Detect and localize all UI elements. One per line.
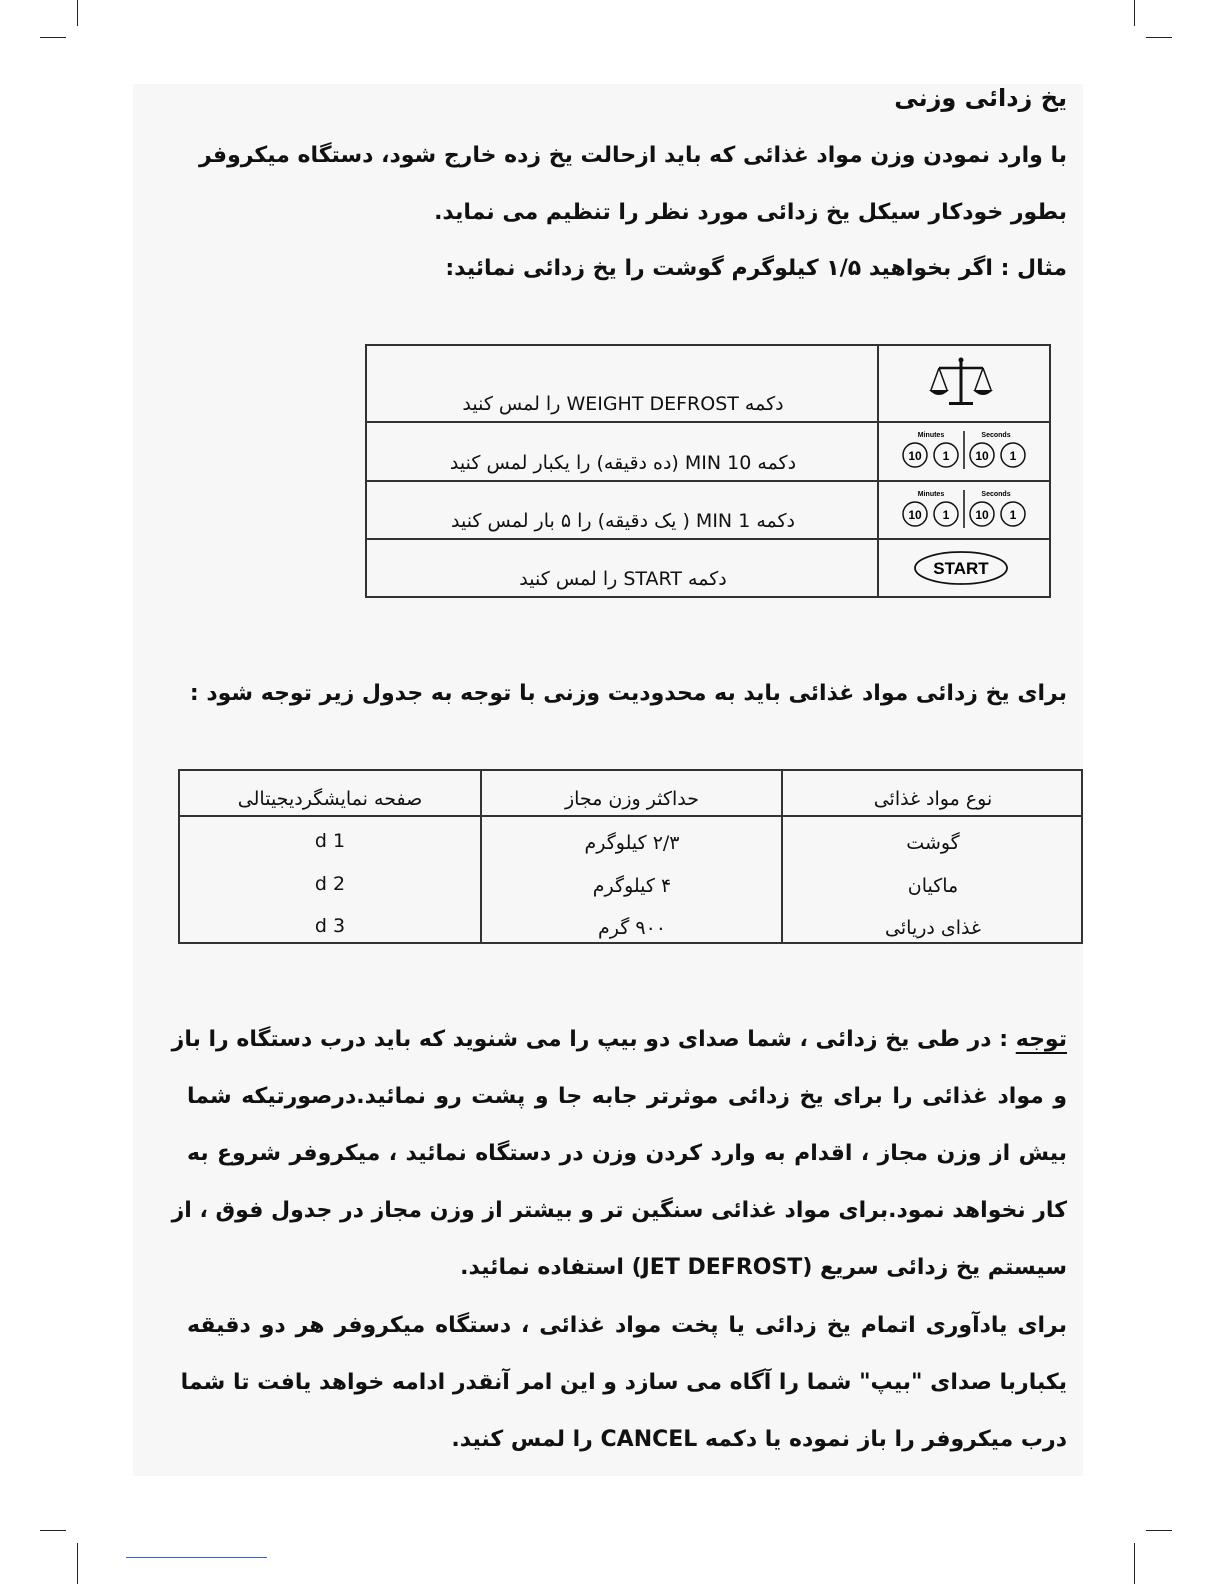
intro-line: با وارد نمودن وزن مواد غذائی که باید ازحالت یخ زده خارج شود، دستگاه میکروفر — [198, 143, 1067, 168]
table-cell: گوشت — [906, 832, 960, 854]
table-cell: ماکیان — [907, 875, 959, 897]
reminder-line: برای یادآوری اتمام یخ زدائی یا پخت مواد غذائی ، دستگاه میکروفر هر دو دقیقه — [187, 1313, 1067, 1338]
svg-text:1: 1 — [942, 449, 950, 463]
svg-text:10: 10 — [975, 449, 989, 463]
svg-text:10: 10 — [975, 508, 989, 522]
table-header: نوع مواد غذائی — [873, 788, 993, 810]
svg-text:1: 1 — [1009, 508, 1017, 522]
table-header: حداکثر وزن مجاز — [564, 788, 700, 810]
table-header: صفحه نمایشگردیجیتالی — [237, 788, 423, 810]
footer-rule — [126, 1557, 267, 1558]
food-type-column — [783, 771, 1083, 942]
note-label: توجه — [1015, 1027, 1067, 1052]
max-weight-column — [482, 771, 782, 942]
table-cell: ۴ کیلوگرم — [592, 875, 672, 897]
start-button-label: START — [933, 559, 989, 578]
example-line: مثال : اگر بخواهید ۱/۵ کیلوگرم گوشت را یخ زدائی نمائید: — [445, 256, 1067, 281]
step-text: دکمه START را لمس کنید — [519, 568, 727, 590]
timer-minutes-label: Minutes — [917, 491, 945, 498]
reminder-line: یکباربا صدای "بیپ" شما را آگاه می سازد و این امر آنقدر ادامه خواهد یافت تا شما — [180, 1370, 1067, 1395]
step-text: دکمه 10 MIN (ده دقیقه) را یکبار لمس کنید — [449, 452, 797, 474]
note-line: سیستم یخ زدائی سریع (JET DEFROST) استفاده نمائید. — [460, 1255, 1067, 1280]
scale-icon — [877, 346, 1049, 421]
section-title: یخ زدائی وزنی — [894, 84, 1067, 112]
crop-mark — [40, 37, 66, 38]
crop-mark — [77, 1543, 78, 1584]
table-cell: d 3 — [314, 915, 346, 937]
crop-mark — [1134, 0, 1135, 26]
start-button-icon — [877, 540, 1049, 596]
display-code-column — [180, 771, 480, 942]
svg-text:1: 1 — [942, 508, 950, 522]
step-row — [367, 346, 1049, 423]
crop-mark — [40, 1530, 66, 1531]
note-line: بیش از وزن مجاز ، اقدام به وارد کردن وزن در دستگاه نمائید ، میکروفر شروع به — [187, 1141, 1067, 1166]
steps-table — [365, 344, 1051, 598]
crop-mark — [77, 0, 78, 26]
note-line: و مواد غذائی را برای یخ زدائی موثرتر جابه جا و پشت رو نمائید.درصورتیکه شما — [187, 1084, 1067, 1109]
timer-seconds-label: Seconds — [981, 432, 1011, 439]
step-text: دکمه 1 MIN ( یک دقیقه) را ۵ بار لمس کنید — [450, 510, 795, 532]
timer-buttons-icon — [877, 423, 1049, 480]
reminder-line: درب میکروفر را باز نموده یا دکمه CANCEL را لمس کنید. — [451, 1427, 1067, 1452]
crop-mark — [1146, 37, 1172, 38]
step-row — [367, 540, 1049, 596]
intro-line: بطور خودکار سیکل یخ زدائی مورد نظر را تنظیم می نماید. — [434, 200, 1067, 225]
table-cell: d 1 — [314, 830, 346, 852]
note-line: کار نخواهد نمود.برای مواد غذائی سنگین تر و بیشتر از وزن مجاز در جدول فوق ، از — [171, 1198, 1067, 1223]
crop-mark — [1146, 1530, 1172, 1531]
timer-buttons-icon — [877, 482, 1049, 538]
step-text: دکمه WEIGHT DEFROST را لمس کنید — [462, 393, 784, 415]
crop-mark — [1134, 1543, 1135, 1584]
timer-minutes-label: Minutes — [917, 432, 945, 439]
note-line: توجه : در طی یخ زدائی ، شما صدای دو بیپ را می شنوید که باید درب دستگاه را باز — [171, 1027, 1067, 1052]
table-cell: غذای دریائی — [885, 917, 981, 939]
timer-seconds-label: Seconds — [981, 491, 1011, 498]
limit-intro: برای یخ زدائی مواد غذائی باید به محدودیت وزنی با توجه به جدول زیر توجه شود : — [189, 681, 1067, 706]
step-row — [367, 423, 1049, 482]
weight-limit-table — [178, 769, 1083, 944]
table-cell: d 2 — [314, 873, 346, 895]
table-cell: ۹۰۰ گرم — [598, 917, 666, 939]
svg-text:10: 10 — [908, 449, 922, 463]
svg-text:10: 10 — [908, 508, 922, 522]
svg-text:1: 1 — [1009, 449, 1017, 463]
table-cell: ۲/۳ کیلوگرم — [584, 832, 680, 854]
step-row — [367, 482, 1049, 540]
